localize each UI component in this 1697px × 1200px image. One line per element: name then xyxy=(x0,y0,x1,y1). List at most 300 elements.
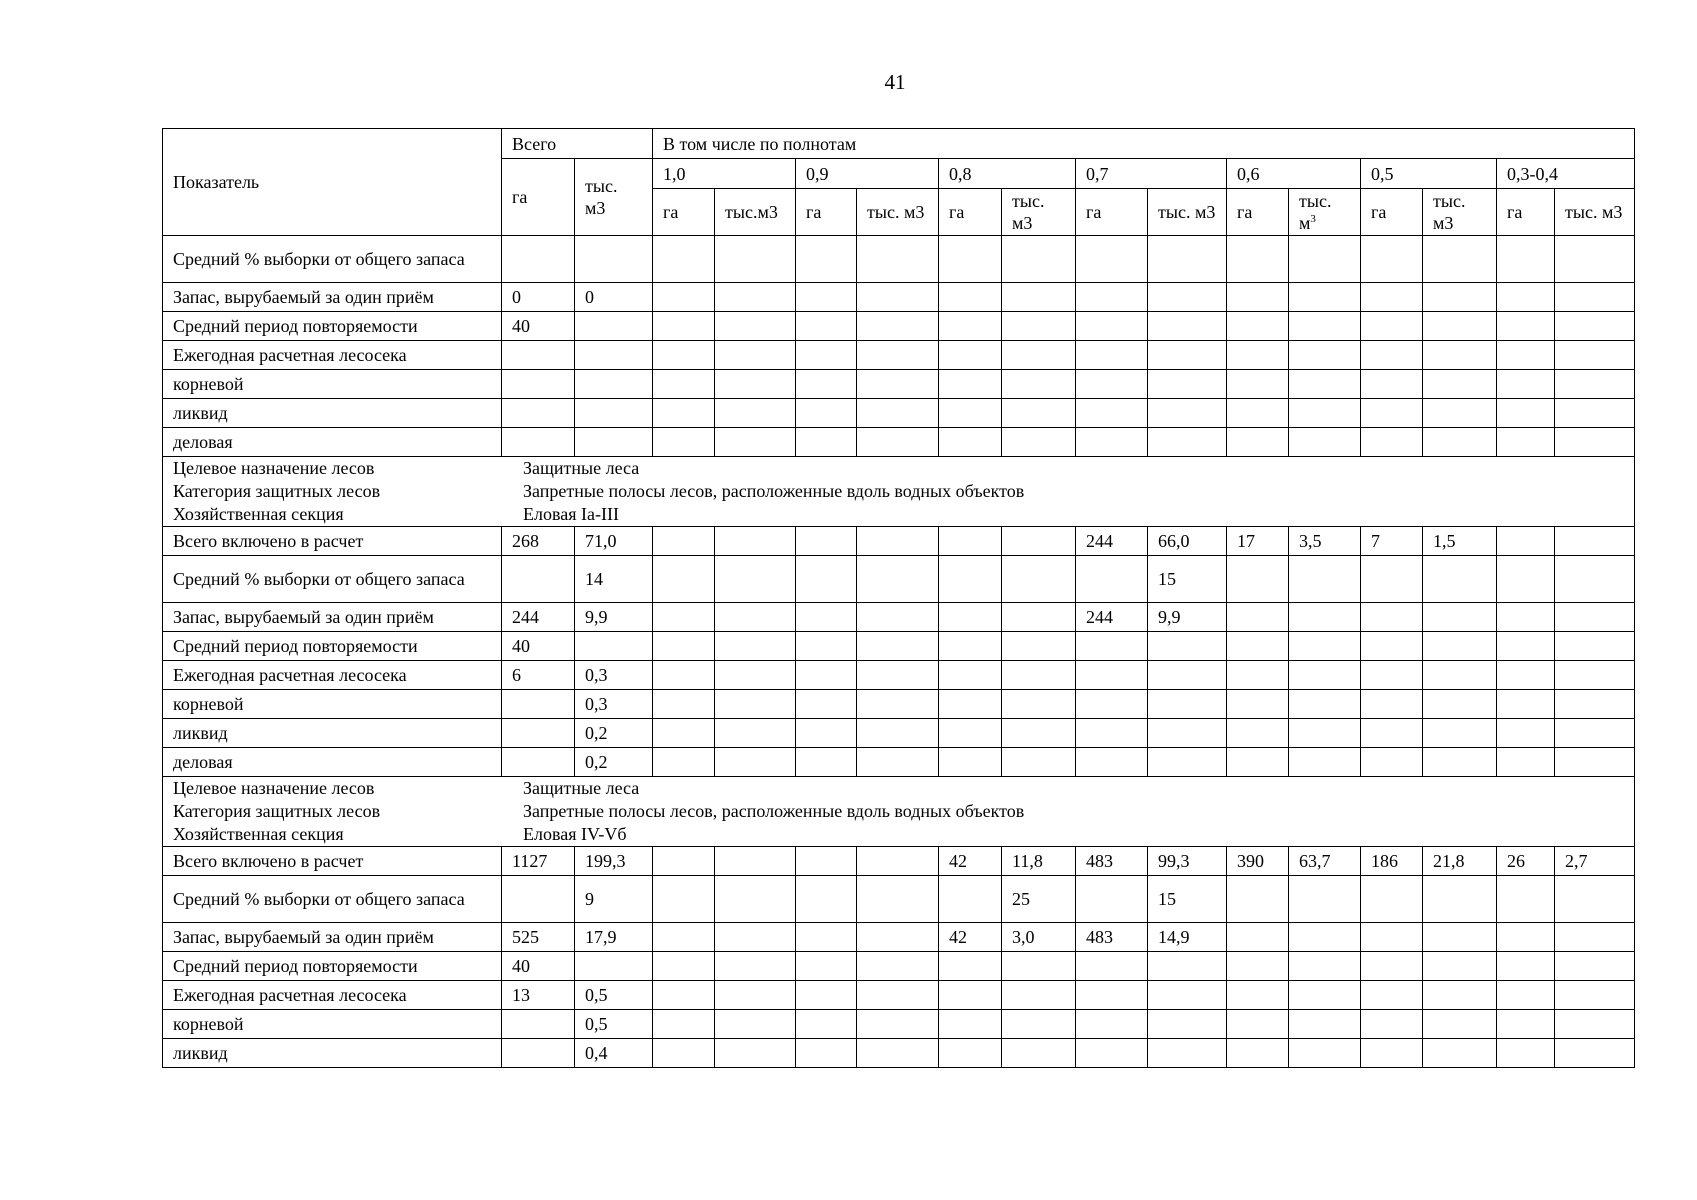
table-cell xyxy=(796,719,857,748)
section-purpose-label: Целевое назначение лесов xyxy=(173,778,375,798)
table-cell: 3,0 xyxy=(1002,923,1076,952)
table-cell: 0,4 xyxy=(575,1039,653,1068)
table-cell xyxy=(1289,236,1361,283)
table-cell xyxy=(1076,1010,1148,1039)
table-cell xyxy=(715,661,796,690)
table-cell xyxy=(1076,981,1148,1010)
table-cell xyxy=(653,527,715,556)
table-cell xyxy=(1555,341,1635,370)
table-cell xyxy=(939,690,1002,719)
section-info-row xyxy=(163,777,1635,847)
table-cell xyxy=(1148,690,1227,719)
table-row xyxy=(163,719,1635,748)
table-cell xyxy=(715,527,796,556)
table-cell xyxy=(1002,428,1076,457)
table-row xyxy=(163,603,1635,632)
table-cell xyxy=(1361,341,1423,370)
section-purpose-label: Целевое назначение лесов xyxy=(173,458,375,478)
table-cell xyxy=(1497,428,1555,457)
table-cell: 0 xyxy=(575,283,653,312)
header-unit-ha: га xyxy=(653,189,715,236)
table-cell xyxy=(1423,283,1497,312)
table-cell xyxy=(939,661,1002,690)
table-cell xyxy=(715,690,796,719)
table-cell xyxy=(502,690,575,719)
table-row xyxy=(163,428,1635,457)
table-cell xyxy=(1497,876,1555,923)
table-cell xyxy=(1555,556,1635,603)
table-row xyxy=(163,527,1635,556)
table-cell xyxy=(1076,690,1148,719)
table-cell xyxy=(502,1010,575,1039)
table-cell xyxy=(1555,923,1635,952)
table-cell xyxy=(1361,1039,1423,1068)
table-cell xyxy=(796,428,857,457)
table-cell xyxy=(1148,632,1227,661)
table-cell xyxy=(796,923,857,952)
table-cell xyxy=(796,370,857,399)
table-cell xyxy=(796,1039,857,1068)
table-cell xyxy=(1423,952,1497,981)
table-cell xyxy=(1289,428,1361,457)
table-row xyxy=(163,748,1635,777)
header-density-0-6: 0,6 xyxy=(1227,159,1361,189)
table-cell xyxy=(1555,399,1635,428)
table-cell xyxy=(1148,952,1227,981)
table-cell xyxy=(1497,632,1555,661)
table-cell xyxy=(715,370,796,399)
table-cell xyxy=(1148,428,1227,457)
table-cell xyxy=(1555,719,1635,748)
table-cell xyxy=(1002,283,1076,312)
table-cell xyxy=(1289,690,1361,719)
table-cell xyxy=(1148,1010,1227,1039)
table-cell xyxy=(939,341,1002,370)
table-cell xyxy=(653,952,715,981)
table-cell xyxy=(1497,981,1555,1010)
table-cell xyxy=(1423,748,1497,777)
table-cell xyxy=(1423,312,1497,341)
table-cell xyxy=(1555,876,1635,923)
table-cell xyxy=(502,341,575,370)
header-density-0-9: 0,9 xyxy=(796,159,939,189)
table-cell: 483 xyxy=(1076,923,1148,952)
table-cell xyxy=(1361,399,1423,428)
table-cell xyxy=(653,370,715,399)
table-cell xyxy=(857,748,939,777)
header-unit-ha: га xyxy=(796,189,857,236)
table-cell: 40 xyxy=(502,632,575,661)
table-cell xyxy=(1423,719,1497,748)
table-cell xyxy=(1148,661,1227,690)
table-cell xyxy=(653,236,715,283)
table-cell xyxy=(939,527,1002,556)
table-cell xyxy=(1289,748,1361,777)
table-cell xyxy=(1555,283,1635,312)
table-cell xyxy=(857,603,939,632)
table-cell: 3,5 xyxy=(1289,527,1361,556)
table-cell xyxy=(1289,312,1361,341)
section-category-value: Запретные полосы лесов, расположенные вдоль водных объектов xyxy=(523,801,1025,821)
table-cell xyxy=(1423,923,1497,952)
table-cell xyxy=(1227,236,1289,283)
table-cell xyxy=(1497,556,1555,603)
table-cell xyxy=(1076,719,1148,748)
section-info-row xyxy=(163,457,1635,527)
header-density-0-7: 0,7 xyxy=(1076,159,1227,189)
table-cell xyxy=(715,923,796,952)
table-cell: 0,3 xyxy=(575,661,653,690)
table-cell xyxy=(1361,748,1423,777)
table-cell xyxy=(1227,748,1289,777)
row-label: Запас, вырубаемый за один приём xyxy=(163,283,502,312)
table-cell xyxy=(1361,603,1423,632)
table-cell xyxy=(857,923,939,952)
table-cell xyxy=(1002,399,1076,428)
table-row xyxy=(163,923,1635,952)
table-cell xyxy=(715,847,796,876)
table-cell xyxy=(796,341,857,370)
table-cell xyxy=(1423,1039,1497,1068)
row-label: Средний период повторяемости xyxy=(163,952,502,981)
table-cell xyxy=(1555,690,1635,719)
header-unit-m3: тыс. м3 xyxy=(1555,189,1635,236)
table-cell xyxy=(857,236,939,283)
table-cell xyxy=(1289,399,1361,428)
table-cell xyxy=(1423,632,1497,661)
table-cell xyxy=(715,1010,796,1039)
table-cell xyxy=(1076,748,1148,777)
table-cell xyxy=(939,876,1002,923)
table-cell xyxy=(653,661,715,690)
table-cell xyxy=(1289,283,1361,312)
table-cell: 17,9 xyxy=(575,923,653,952)
table-cell xyxy=(1227,952,1289,981)
table-cell xyxy=(502,236,575,283)
table-cell xyxy=(1076,556,1148,603)
table-cell xyxy=(1423,661,1497,690)
page-number: 41 xyxy=(884,70,906,94)
table-cell xyxy=(1227,876,1289,923)
table-cell xyxy=(1497,312,1555,341)
table-cell xyxy=(715,981,796,1010)
table-cell xyxy=(939,556,1002,603)
table-cell xyxy=(1497,923,1555,952)
table-row xyxy=(163,690,1635,719)
header-total-m3: тыс. м3 xyxy=(575,159,653,236)
table-cell xyxy=(939,312,1002,341)
table-row xyxy=(163,399,1635,428)
row-label: деловая xyxy=(163,748,502,777)
table-cell: 9,9 xyxy=(1148,603,1227,632)
table-cell xyxy=(939,981,1002,1010)
table-cell: 42 xyxy=(939,923,1002,952)
table-cell xyxy=(653,312,715,341)
table-cell xyxy=(796,1010,857,1039)
table-cell xyxy=(796,876,857,923)
table-cell xyxy=(1289,1010,1361,1039)
row-label: Ежегодная расчетная лесосека xyxy=(163,341,502,370)
table-cell xyxy=(575,341,653,370)
table-cell xyxy=(1555,312,1635,341)
table-cell xyxy=(1227,1039,1289,1068)
table-cell xyxy=(715,748,796,777)
table-cell xyxy=(653,399,715,428)
table-cell: 40 xyxy=(502,952,575,981)
table-cell xyxy=(1555,1010,1635,1039)
table-cell xyxy=(1423,603,1497,632)
table-cell xyxy=(1423,1010,1497,1039)
table-cell xyxy=(1076,283,1148,312)
header-row-1 xyxy=(163,129,1635,159)
table-cell xyxy=(857,632,939,661)
table-cell xyxy=(796,748,857,777)
table-cell: 9 xyxy=(575,876,653,923)
table-cell: 14,9 xyxy=(1148,923,1227,952)
unit-superscript: 3 xyxy=(1310,213,1316,225)
table-cell xyxy=(575,428,653,457)
row-label: Ежегодная расчетная лесосека xyxy=(163,661,502,690)
row-label: ликвид xyxy=(163,1039,502,1068)
header-indicator: Показатель xyxy=(163,129,502,236)
table-row xyxy=(163,341,1635,370)
table-cell xyxy=(1002,312,1076,341)
table-cell xyxy=(1227,603,1289,632)
table-cell xyxy=(653,603,715,632)
table-cell xyxy=(857,312,939,341)
table-cell: 40 xyxy=(502,312,575,341)
forest-harvest-table xyxy=(162,128,1635,1068)
row-label: корневой xyxy=(163,1010,502,1039)
row-label: Запас, вырубаемый за один приём xyxy=(163,603,502,632)
table-cell xyxy=(939,603,1002,632)
table-cell: 244 xyxy=(1076,603,1148,632)
table-cell xyxy=(1361,283,1423,312)
table-cell xyxy=(1289,632,1361,661)
table-cell xyxy=(1555,370,1635,399)
table-row xyxy=(163,1039,1635,1068)
header-unit-ha: га xyxy=(1361,189,1423,236)
table-cell xyxy=(857,283,939,312)
table-cell xyxy=(939,428,1002,457)
table-cell xyxy=(1423,341,1497,370)
table-cell: 11,8 xyxy=(1002,847,1076,876)
header-unit-ha: га xyxy=(1076,189,1148,236)
table-cell xyxy=(1361,719,1423,748)
table-cell xyxy=(1002,748,1076,777)
table-cell xyxy=(1289,370,1361,399)
table-cell xyxy=(653,923,715,952)
section-category-value: Запретные полосы лесов, расположенные вдоль водных объектов xyxy=(523,481,1025,501)
table-row xyxy=(163,661,1635,690)
table-cell xyxy=(1076,312,1148,341)
table-cell: 66,0 xyxy=(1148,527,1227,556)
header-unit-m3-superscript xyxy=(1289,189,1361,236)
table-cell xyxy=(1289,341,1361,370)
table-cell xyxy=(796,632,857,661)
table-cell: 99,3 xyxy=(1148,847,1227,876)
table-cell xyxy=(715,312,796,341)
table-cell: 71,0 xyxy=(575,527,653,556)
table-cell xyxy=(857,1010,939,1039)
row-label: ликвид xyxy=(163,399,502,428)
table-row xyxy=(163,370,1635,399)
row-label: Всего включено в расчет xyxy=(163,847,502,876)
table-cell xyxy=(1497,283,1555,312)
table-cell xyxy=(1289,981,1361,1010)
table-cell xyxy=(857,876,939,923)
table-cell xyxy=(1361,370,1423,399)
section-info xyxy=(163,457,1635,527)
table-cell xyxy=(1148,399,1227,428)
table-cell xyxy=(1423,556,1497,603)
table-cell xyxy=(1148,312,1227,341)
table-cell xyxy=(939,1010,1002,1039)
section-name-label: Хозяйственная секция xyxy=(173,824,344,844)
table-cell xyxy=(715,283,796,312)
table-cell xyxy=(796,236,857,283)
table-cell: 244 xyxy=(1076,527,1148,556)
table-row xyxy=(163,632,1635,661)
table-cell xyxy=(1289,1039,1361,1068)
table-cell xyxy=(1497,1010,1555,1039)
table-cell xyxy=(1497,719,1555,748)
table-cell xyxy=(1002,719,1076,748)
table-cell xyxy=(1227,428,1289,457)
table-cell xyxy=(1002,603,1076,632)
table-cell: 15 xyxy=(1148,876,1227,923)
table-cell: 17 xyxy=(1227,527,1289,556)
table-cell xyxy=(653,1010,715,1039)
table-cell xyxy=(1423,370,1497,399)
table-cell: 0,2 xyxy=(575,719,653,748)
table-cell xyxy=(1227,981,1289,1010)
table-cell xyxy=(1148,236,1227,283)
table-cell xyxy=(1076,1039,1148,1068)
table-row xyxy=(163,1010,1635,1039)
table-cell xyxy=(857,370,939,399)
table-cell xyxy=(1148,719,1227,748)
table-cell xyxy=(1076,236,1148,283)
table-cell xyxy=(1002,632,1076,661)
table-cell xyxy=(1555,748,1635,777)
table-cell: 13 xyxy=(502,981,575,1010)
section-purpose-value: Защитные леса xyxy=(523,458,640,478)
table-cell xyxy=(857,719,939,748)
table-cell xyxy=(653,847,715,876)
table-cell xyxy=(1289,661,1361,690)
table-cell xyxy=(502,1039,575,1068)
table-cell xyxy=(575,236,653,283)
row-label: Средний период повторяемости xyxy=(163,632,502,661)
table-cell xyxy=(857,428,939,457)
table-cell: 21,8 xyxy=(1423,847,1497,876)
table-cell xyxy=(653,283,715,312)
table-cell xyxy=(939,952,1002,981)
table-cell xyxy=(1148,341,1227,370)
table-cell xyxy=(715,236,796,283)
table-cell xyxy=(1148,283,1227,312)
section-info xyxy=(163,777,1635,847)
table-cell xyxy=(857,1039,939,1068)
table-cell xyxy=(796,603,857,632)
table-cell xyxy=(1555,428,1635,457)
table-cell xyxy=(939,632,1002,661)
table-cell xyxy=(1361,428,1423,457)
table-cell xyxy=(796,556,857,603)
table-cell xyxy=(796,312,857,341)
table-cell xyxy=(796,283,857,312)
section-category-label: Категория защитных лесов xyxy=(173,481,381,501)
section-name-label: Хозяйственная секция xyxy=(173,504,344,524)
table-cell xyxy=(1076,399,1148,428)
table-cell xyxy=(1227,690,1289,719)
table-row xyxy=(163,556,1635,603)
row-label: Запас, вырубаемый за один приём xyxy=(163,923,502,952)
table-cell: 0,2 xyxy=(575,748,653,777)
table-cell: 0,3 xyxy=(575,690,653,719)
table-cell xyxy=(796,981,857,1010)
table-row xyxy=(163,847,1635,876)
header-density-1-0: 1,0 xyxy=(653,159,796,189)
table-cell xyxy=(502,428,575,457)
table-cell: 42 xyxy=(939,847,1002,876)
table-cell xyxy=(1002,1010,1076,1039)
table-cell xyxy=(1423,690,1497,719)
table-cell xyxy=(1289,876,1361,923)
table-cell xyxy=(857,661,939,690)
table-cell xyxy=(1497,1039,1555,1068)
table-cell xyxy=(1361,312,1423,341)
table-cell xyxy=(857,399,939,428)
table-cell xyxy=(715,876,796,923)
table-cell xyxy=(1148,748,1227,777)
table-cell xyxy=(857,952,939,981)
table-cell xyxy=(1289,556,1361,603)
table-cell: 2,7 xyxy=(1555,847,1635,876)
table-row xyxy=(163,312,1635,341)
table-cell xyxy=(1555,603,1635,632)
header-including: В том числе по полнотам xyxy=(653,129,1635,159)
section-purpose-value: Защитные леса xyxy=(523,778,640,798)
row-label: Средний % выборки от общего запаса xyxy=(163,236,502,283)
table-cell xyxy=(715,603,796,632)
table-cell xyxy=(796,399,857,428)
table-cell xyxy=(653,719,715,748)
table-cell xyxy=(1227,283,1289,312)
table-cell xyxy=(1076,632,1148,661)
table-cell: 0,5 xyxy=(575,1010,653,1039)
table-cell xyxy=(1361,981,1423,1010)
table-cell xyxy=(1002,690,1076,719)
table-cell xyxy=(653,428,715,457)
table-cell xyxy=(1002,236,1076,283)
table-cell xyxy=(502,399,575,428)
table-cell xyxy=(1497,399,1555,428)
table-cell xyxy=(1227,399,1289,428)
table-cell xyxy=(1227,1010,1289,1039)
table-cell xyxy=(715,428,796,457)
table-cell xyxy=(1423,399,1497,428)
table-cell xyxy=(653,748,715,777)
table-cell xyxy=(796,847,857,876)
table-cell xyxy=(1497,370,1555,399)
table-cell xyxy=(1423,876,1497,923)
table-cell: 1127 xyxy=(502,847,575,876)
table-cell xyxy=(1497,748,1555,777)
table-cell xyxy=(502,748,575,777)
table-cell xyxy=(1227,719,1289,748)
